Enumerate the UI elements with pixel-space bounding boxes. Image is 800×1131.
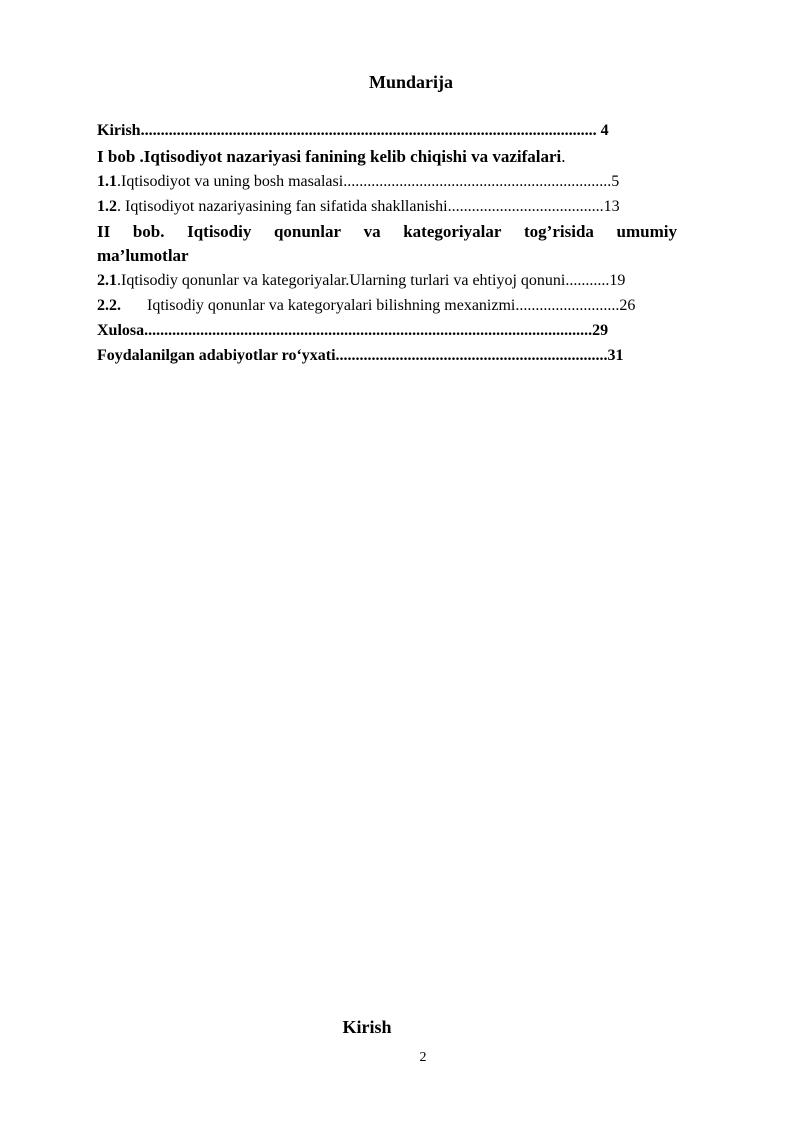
toc-entry-xulosa[interactable] (97, 320, 608, 342)
toc-leader-dots: ....................................... (447, 198, 604, 215)
next-section-heading: Kirish (342, 1017, 392, 1037)
toc-leader-dots: ................................................................... (343, 173, 612, 190)
toc-section-number: 1.1 (97, 173, 117, 190)
toc-chapter-word: II (97, 222, 111, 241)
toc-page-number: 13 (603, 198, 620, 215)
toc-leader-dots: .......................... (515, 297, 620, 314)
toc-entry-chapter-2[interactable] (97, 221, 677, 243)
toc-entry-kirish[interactable] (97, 120, 609, 142)
toc-entry-label: .Iqtisodiy qonunlar va kategoriyalar.Ularning turlari va ehtiyoj qonuni (117, 272, 566, 289)
toc-leader-dots: ................................................................................................................ (144, 322, 593, 339)
toc-page-number: 19 (609, 272, 626, 289)
toc-entry-section-2-2[interactable] (97, 295, 635, 317)
toc-chapter-word: umumiy (616, 222, 677, 241)
toc-chapter-word: Iqtisodiy (187, 222, 252, 241)
toc-page-number: 5 (611, 173, 620, 190)
toc-chapter-2-continuation: ma’lumotlar (97, 246, 189, 265)
toc-chapter-label: I bob .Iqtisodiyot nazariyasi fanining kelib chiqishi va vazifalari (97, 147, 562, 166)
toc-entry-section-1-1[interactable] (97, 171, 619, 193)
toc-entry-section-1-2[interactable] (97, 196, 620, 218)
toc-page-number: 26 (619, 297, 636, 314)
page-title: Mundarija (368, 72, 453, 92)
toc-page-number: 4 (596, 122, 609, 139)
page-number: 2 (419, 1050, 427, 1065)
toc-chapter-word: kategoriyalar (403, 222, 502, 241)
toc-section-number: 2.1 (97, 272, 117, 289)
toc-entry-chapter-1[interactable] (97, 146, 566, 168)
toc-chapter-word: bob. (132, 222, 165, 241)
toc-entry-label: Xulosa (97, 322, 145, 339)
toc-entry-label: Iqtisodiy qonunlar va kategoryalari bilishning mexanizmi (147, 297, 516, 314)
toc-chapter-word: va (363, 222, 381, 241)
toc-leader-dots: .................................................................................................................. (140, 122, 597, 139)
toc-leader-dots: .................................................................... (335, 347, 608, 364)
toc-section-number: 1.2 (97, 198, 117, 215)
toc-chapter-word: tog’risida (524, 222, 594, 241)
toc-chapter-word: qonunlar (273, 222, 342, 241)
toc-entry-adabiyotlar[interactable] (97, 345, 624, 367)
toc-entry-label: Foydalanilgan adabiyotlar ro‘yxati (97, 347, 336, 364)
toc-page-number: 29 (592, 322, 609, 339)
toc-page-number: 31 (607, 347, 624, 364)
toc-leader-dots: ........... (565, 272, 610, 289)
toc-chapter-suffix: . (561, 147, 566, 166)
toc-entry-label: . Iqtisodiyot nazariyasining fan sifatida shakllanishi (117, 198, 448, 215)
toc-section-number: 2.2. (97, 297, 121, 314)
toc-entry-label: .Iqtisodiyot va uning bosh masalasi (117, 173, 344, 190)
toc-entry-section-2-1[interactable] (97, 270, 625, 292)
toc-entry-label: Kirish (97, 122, 141, 139)
